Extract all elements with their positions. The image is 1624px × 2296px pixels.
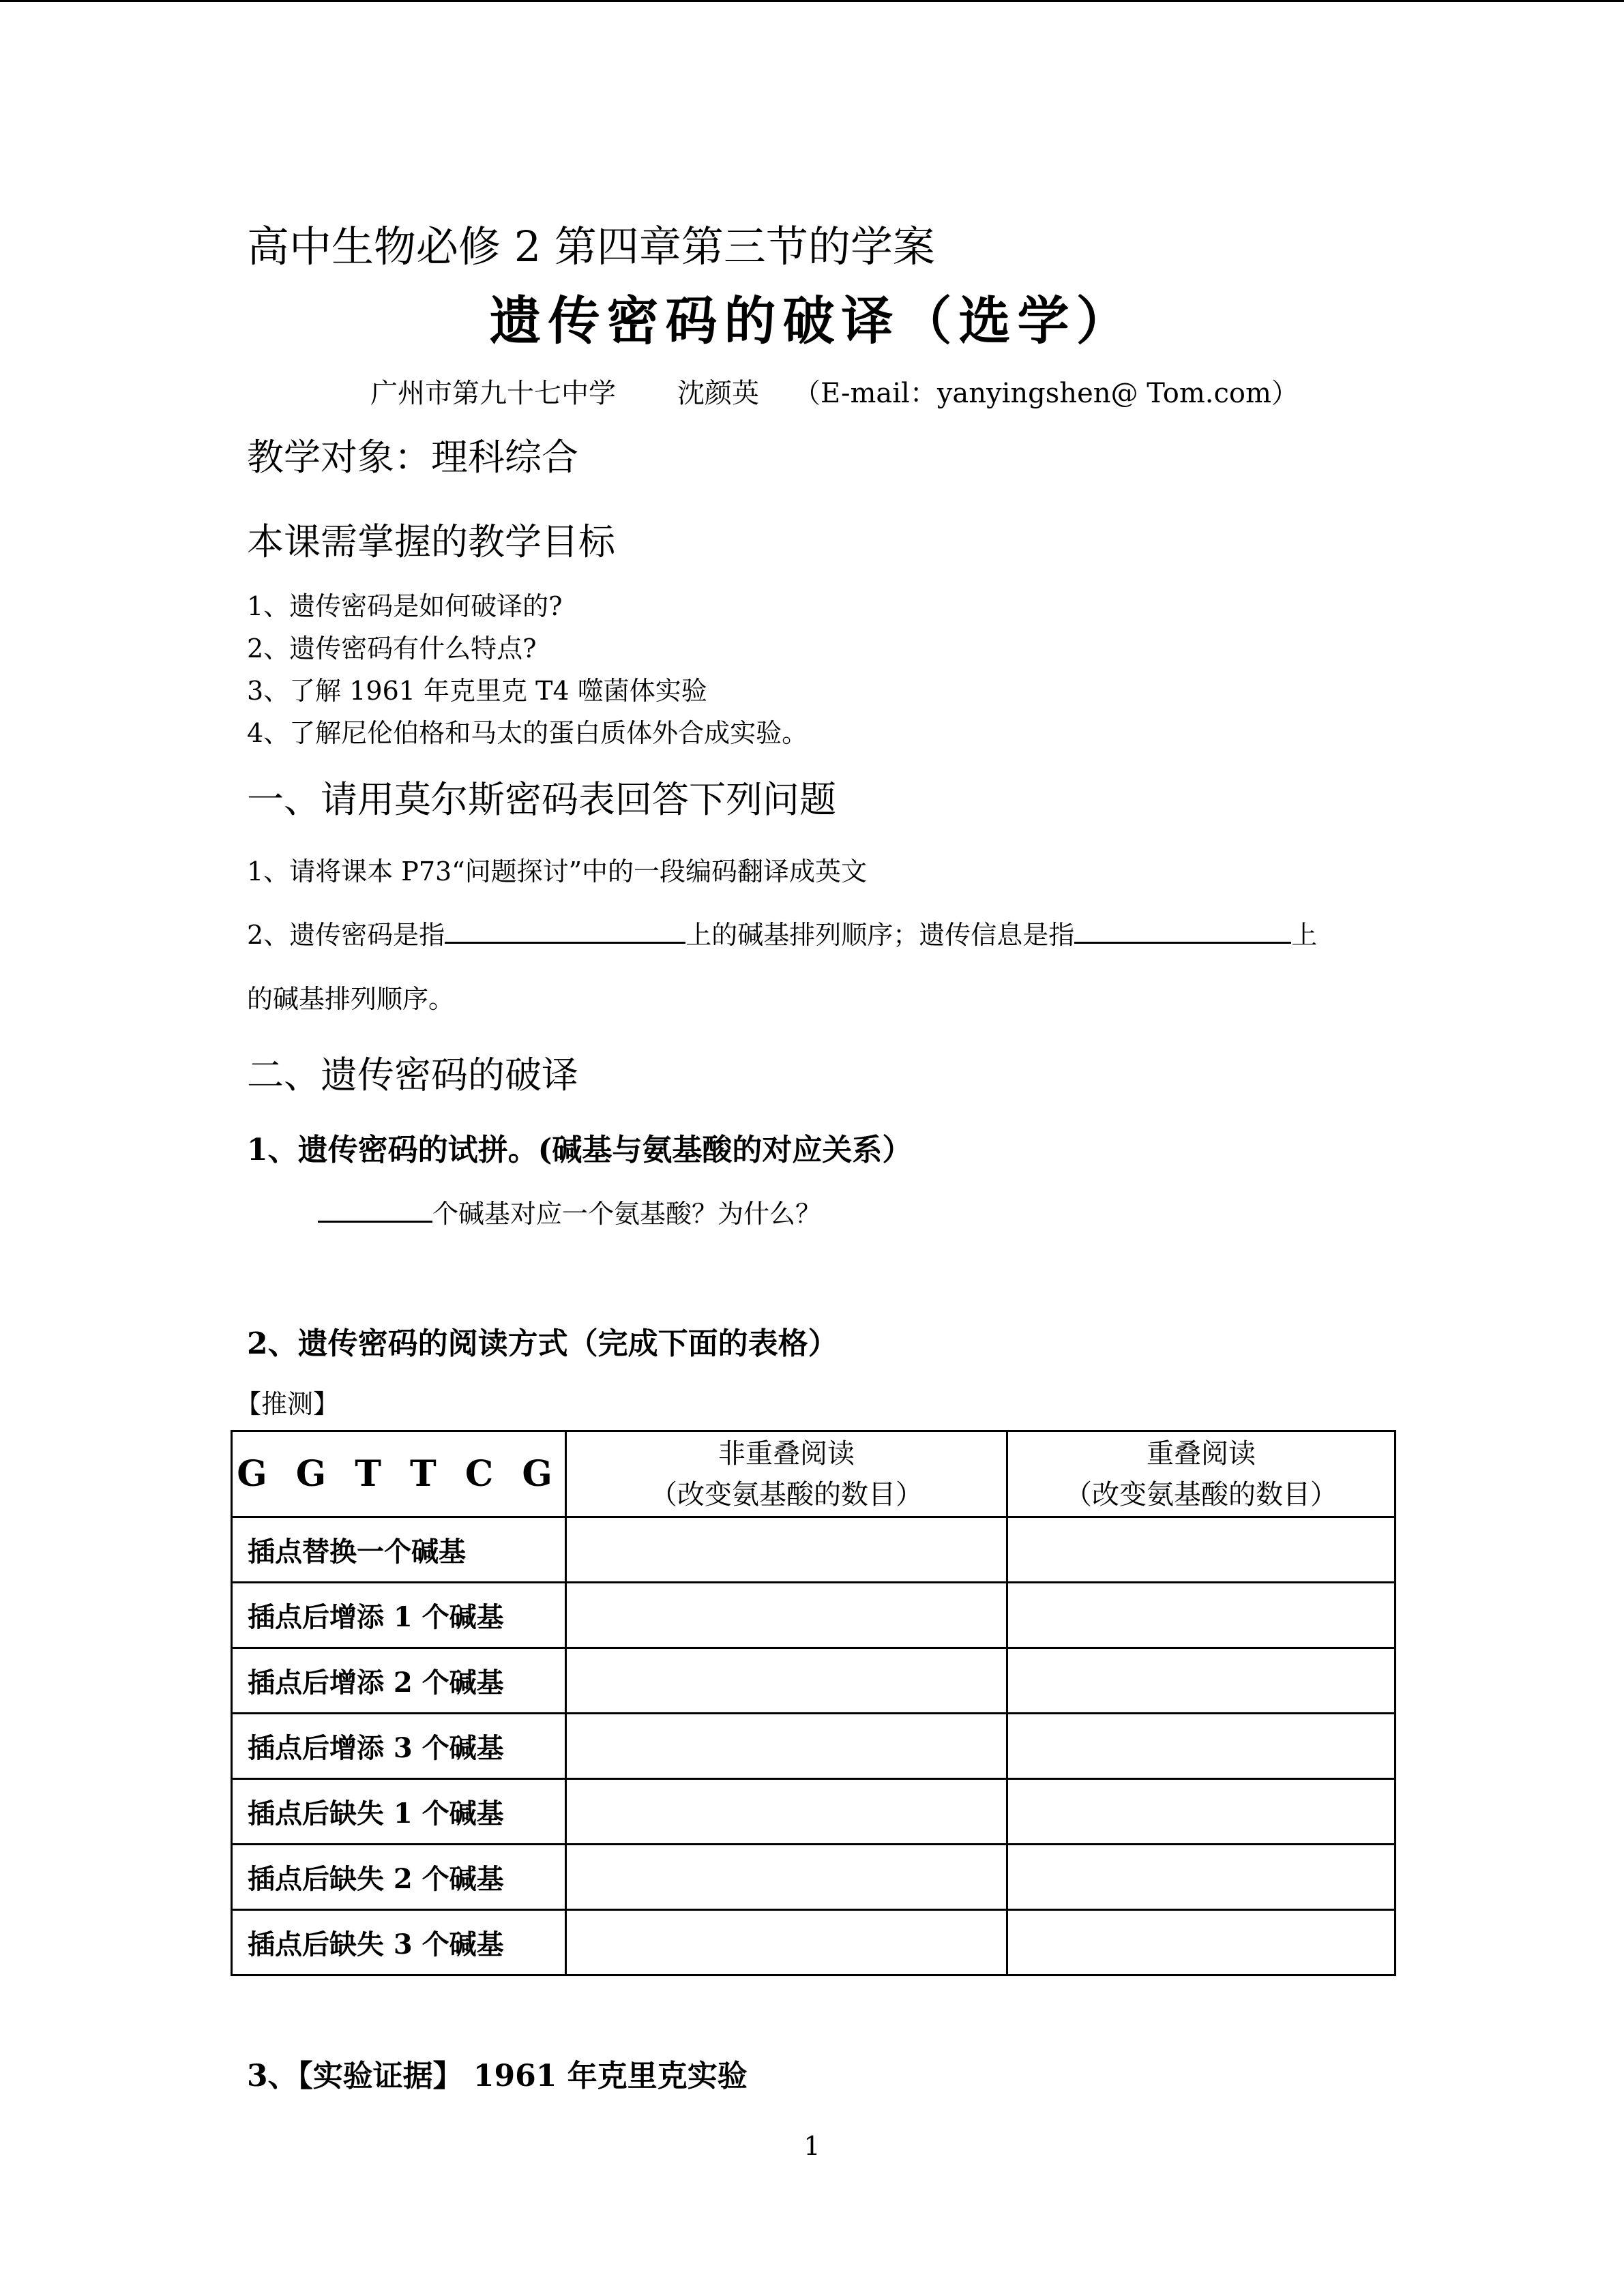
section1-question1: 1、请将课本 P73“问题探讨”中的一段编码翻译成英文 [247,856,868,886]
section2-heading: 二、遗传密码的破译 [247,1054,578,1097]
non-overlapping-header [566,1431,1007,1517]
document-title: 高中生物必修 2 第四章第三节的学案 [247,222,935,271]
row-label: 插点后增添 2 个碱基 [232,1648,566,1714]
section2-sub1-question [318,1193,821,1230]
author-line [370,372,1299,411]
row-label: 插点替换一个碱基 [232,1517,566,1583]
section1-question2 [247,914,1317,951]
section2-sub2-heading: 2、遗传密码的阅读方式（完成下面的表格） [247,1326,838,1361]
answer-cell[interactable] [566,1845,1007,1910]
answer-cell[interactable] [1007,1517,1396,1583]
row-label: 插点后缺失 3 个碱基 [232,1910,566,1976]
header-line: 重叠阅读 [1147,1437,1256,1470]
page-top-border [0,0,1624,2]
objective-item: 3、了解 1961 年克里克 T4 噬菌体实验 [247,676,707,706]
q2-text-part1: 2、遗传密码是指 [247,920,445,950]
answer-cell[interactable] [1007,1845,1396,1910]
sequence-cell: G G T T C G [232,1431,566,1517]
objective-item: 4、了解尼伦伯格和马太的蛋白质体外合成实验。 [247,718,808,748]
row-label: 插点后增添 1 个碱基 [232,1583,566,1648]
answer-cell[interactable] [566,1714,1007,1779]
answer-cell[interactable] [566,1648,1007,1714]
section1-heading: 一、请用莫尔斯密码表回答下列问题 [247,778,836,821]
answer-cell[interactable] [1007,1779,1396,1845]
answer-cell[interactable] [566,1779,1007,1845]
header-line: （改变氨基酸的数目） [1065,1478,1338,1510]
objective-item: 2、遗传密码有什么特点? [247,633,537,664]
row-label: 插点后增添 3 个碱基 [232,1714,566,1779]
q2-text-part2: 上的碱基排列顺序；遗传信息是指 [685,920,1075,950]
author-email: （E-mail：yanyingshen@ Tom.com） [793,378,1299,409]
table-row [232,1517,1396,1583]
overlapping-header [1007,1431,1396,1517]
answer-cell[interactable] [1007,1583,1396,1648]
answer-cell[interactable] [1007,1714,1396,1779]
objective-item: 1、遗传密码是如何破译的? [247,591,563,621]
page-number: 1 [803,2131,821,2161]
answer-cell[interactable] [566,1583,1007,1648]
table-row [232,1583,1396,1648]
answer-cell[interactable] [566,1517,1007,1583]
row-label: 插点后缺失 1 个碱基 [232,1779,566,1845]
table-row [232,1845,1396,1910]
answer-cell[interactable] [566,1910,1007,1976]
section1-question2-continued: 的碱基排列顺序。 [247,984,455,1014]
table-row [232,1648,1396,1714]
table-header-row [232,1431,1396,1517]
reading-mode-table [231,1430,1396,1976]
section2-sub3-heading: 3、【实验证据】 1961 年克里克实验 [247,2059,748,2093]
answer-blank[interactable] [318,1195,432,1223]
answer-blank[interactable] [445,916,685,944]
objectives-heading: 本课需掌握的教学目标 [247,520,615,563]
lesson-subtitle: 遗传密码的破译（选学） [489,290,1135,351]
header-line: （改变氨基酸的数目） [650,1478,923,1510]
author-name: 沈颜英 [677,378,759,409]
sub1-question-text: 个碱基对应一个氨基酸？为什么？ [432,1199,822,1229]
author-school: 广州市第九十七中学 [370,378,616,409]
table-row [232,1910,1396,1976]
table-row [232,1779,1396,1845]
q2-text-part3: 上 [1291,920,1318,950]
table-row [232,1714,1396,1779]
answer-cell[interactable] [1007,1910,1396,1976]
section2-sub1-heading: 1、遗传密码的试拼。(碱基与氨基酸的对应关系） [247,1133,913,1167]
audience-heading: 教学对象：理科综合 [247,436,578,479]
answer-blank[interactable] [1074,916,1291,944]
row-label: 插点后缺失 2 个碱基 [232,1845,566,1910]
answer-cell[interactable] [1007,1648,1396,1714]
header-line: 非重叠阅读 [718,1437,855,1470]
guess-label: 【推测】 [235,1389,340,1419]
